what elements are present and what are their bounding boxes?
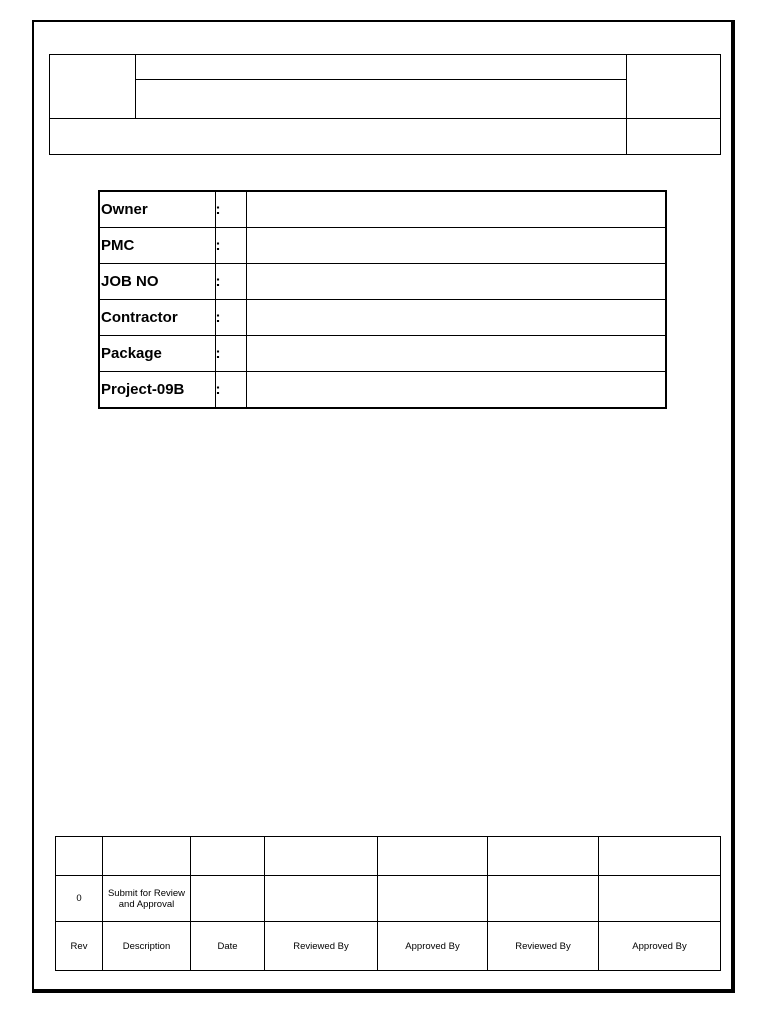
- blank-description-cell: [103, 837, 191, 876]
- package-value: [246, 336, 666, 372]
- owner-label: Owner: [99, 191, 215, 228]
- title-line-1-cell: [136, 55, 627, 80]
- revision-table: [55, 836, 721, 971]
- package-colon: :: [215, 336, 246, 372]
- owner-colon: :: [215, 191, 246, 228]
- rev-0-approved-2: [599, 876, 721, 922]
- rev-0-number: 0: [56, 876, 103, 922]
- blank-reviewed-cell: [265, 837, 378, 876]
- pmc-label: PMC: [99, 228, 215, 264]
- job-no-value: [246, 264, 666, 300]
- job-no-colon: :: [215, 264, 246, 300]
- blank-reviewed-2-cell: [488, 837, 599, 876]
- blank-rev-cell: [56, 837, 103, 876]
- description-header: Description: [103, 922, 191, 971]
- info-row-pmc: [99, 228, 666, 264]
- project-info-table: [98, 190, 667, 409]
- title-line-2-cell: [136, 80, 627, 119]
- revision-row-blank: [56, 837, 721, 876]
- contractor-label: Contractor: [99, 300, 215, 336]
- revision-header-row: [56, 922, 721, 971]
- pmc-value: [246, 228, 666, 264]
- project-value: [246, 372, 666, 409]
- pmc-colon: :: [215, 228, 246, 264]
- title-block-table: [49, 54, 721, 155]
- doc-number-cell: [627, 55, 721, 119]
- approved-by-header: Approved By: [378, 922, 488, 971]
- info-row-package: [99, 336, 666, 372]
- rev-0-description: Submit for Review and Approval: [103, 876, 191, 922]
- project-colon: :: [215, 372, 246, 409]
- rev-0-reviewed: [265, 876, 378, 922]
- info-row-contractor: [99, 300, 666, 336]
- project-label: Project-09B: [99, 372, 215, 409]
- reviewed-by-header: Reviewed By: [265, 922, 378, 971]
- logo-cell: [50, 55, 136, 119]
- date-header: Date: [191, 922, 265, 971]
- blank-date-cell: [191, 837, 265, 876]
- info-row-project: [99, 372, 666, 409]
- revision-cell: [627, 119, 721, 155]
- approved-by-header-2: Approved By: [599, 922, 721, 971]
- contractor-value: [246, 300, 666, 336]
- info-row-owner: [99, 191, 666, 228]
- rev-0-reviewed-2: [488, 876, 599, 922]
- rev-header: Rev: [56, 922, 103, 971]
- owner-value: [246, 191, 666, 228]
- contractor-colon: :: [215, 300, 246, 336]
- job-no-label: JOB NO: [99, 264, 215, 300]
- info-row-job-no: [99, 264, 666, 300]
- reviewed-by-header-2: Reviewed By: [488, 922, 599, 971]
- package-label: Package: [99, 336, 215, 372]
- revision-row-0: [56, 876, 721, 922]
- rev-0-date: [191, 876, 265, 922]
- rev-0-approved: [378, 876, 488, 922]
- blank-approved-2-cell: [599, 837, 721, 876]
- document-title-cell: [50, 119, 627, 155]
- blank-approved-cell: [378, 837, 488, 876]
